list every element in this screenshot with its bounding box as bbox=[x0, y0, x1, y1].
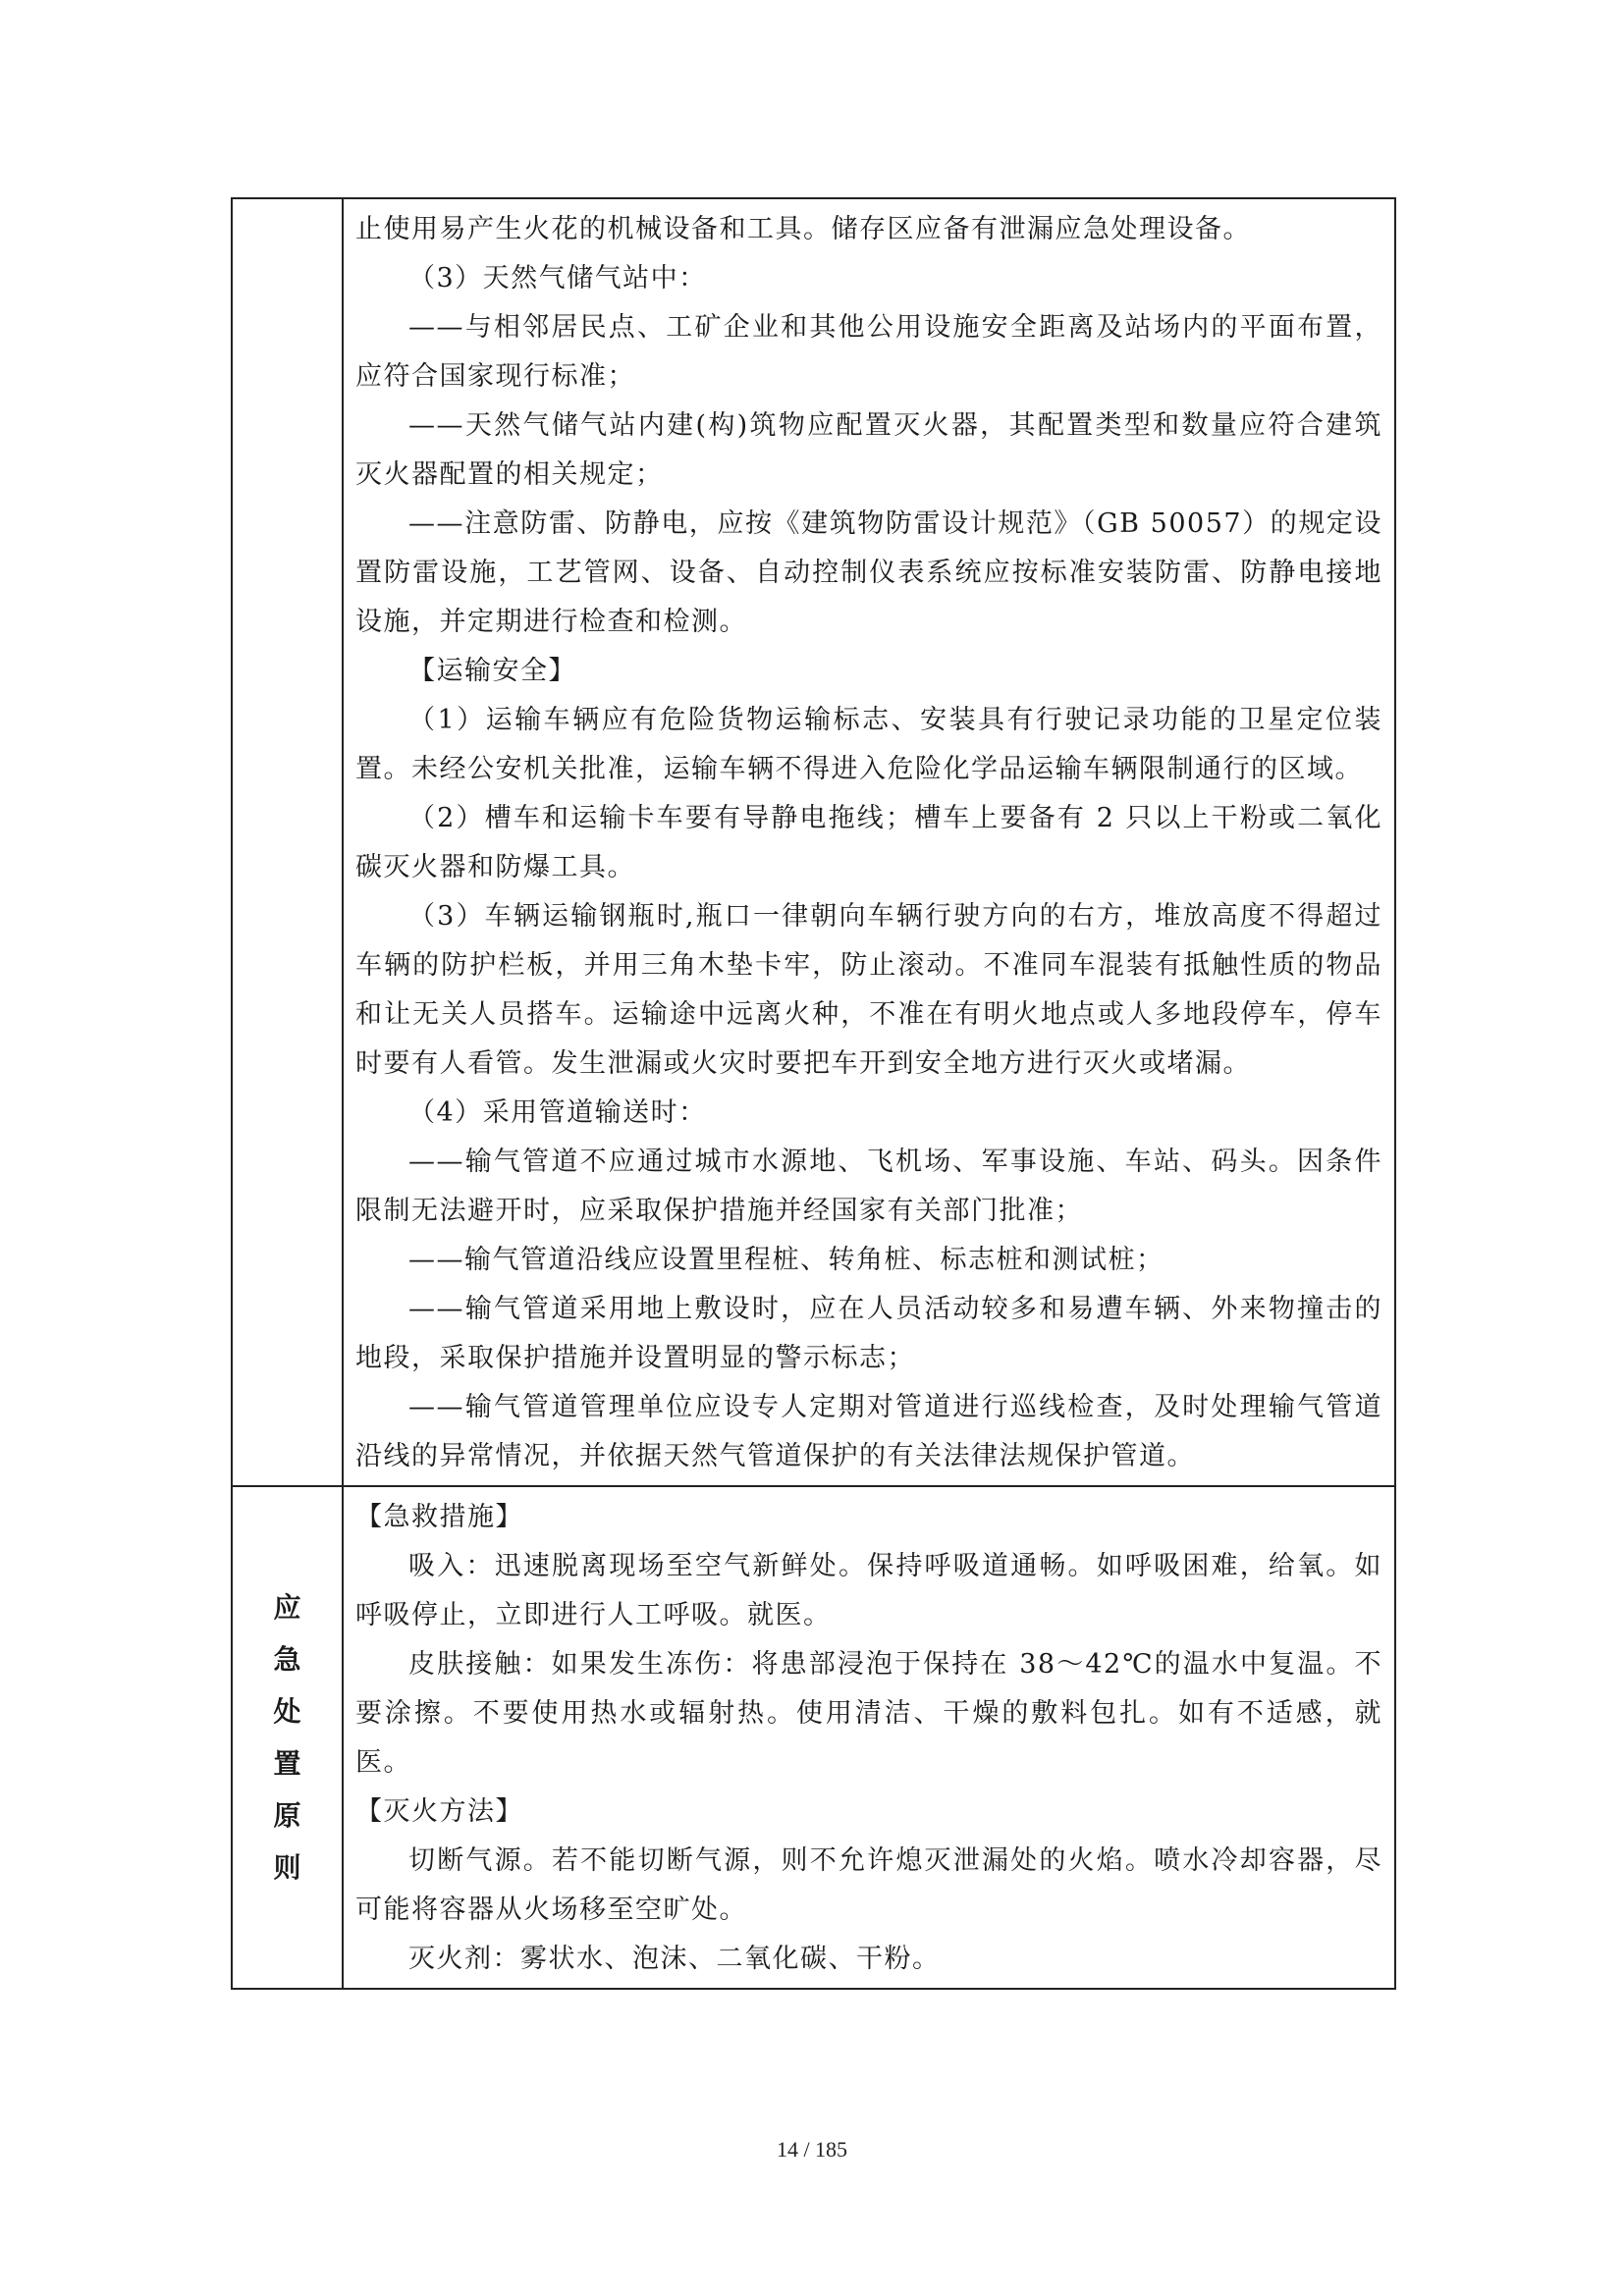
table-row-emergency bbox=[232, 1486, 1395, 1989]
emergency-handling-text bbox=[344, 1487, 1394, 1988]
paragraph: （4）采用管道输送时： bbox=[408, 1097, 707, 1128]
emergency-label-cell bbox=[232, 1486, 343, 1989]
label-character: 置 bbox=[273, 1747, 301, 1780]
transport-content-cell bbox=[343, 198, 1395, 1486]
paragraph: ——天然气储气站内建(构)筑物应配置灭火器，其配置类型和数量应符合建筑灭火器配置的相关规定； bbox=[355, 410, 1382, 490]
paragraph: ——输气管道沿线应设置里程桩、转角桩、标志桩和测试桩； bbox=[408, 1245, 1164, 1275]
paragraph: 止使用易产生火花的机械设备和工具。储存区应备有泄漏应急处理设备。 bbox=[355, 214, 1251, 244]
emergency-content-cell bbox=[343, 1486, 1395, 1989]
paragraph: （3）车辆运输钢瓶时,瓶口一律朝向车辆行驶方向的右方，堆放高度不得超过车辆的防护栏板，并用三角木垫卡牢，防止滚动。不准同车混装有抵触性质的物品和让无关人员搭车。运输途中远离火种，不准在有明火地点或人多地段停车，停车时要有人看管。发生泄漏或火灾时要把车开到安全地方进行灭火或堵漏。 bbox=[355, 901, 1382, 1079]
paragraph: ——注意防雷、防静电，应按《建筑物防雷设计规范》（GB 50057）的规定设置防雷设施，工艺管网、设备、自动控制仪表系统应按标准安装防雷、防静电接地设施，并定期进行检查和检测。 bbox=[355, 508, 1382, 637]
paragraph: （3）天然气储气站中： bbox=[408, 263, 707, 294]
paragraph: 【灭火方法】 bbox=[355, 1796, 523, 1827]
paragraph: ——输气管道采用地上敷设时，应在人员活动较多和易遭车辆、外来物撞击的地段，采取保护措施并设置明显的警示标志； bbox=[355, 1294, 1382, 1373]
table-row-transport bbox=[232, 198, 1395, 1486]
paragraph: 灭火剂：雾状水、泡沫、二氧化碳、干粉。 bbox=[408, 1944, 941, 1974]
paragraph: 【运输安全】 bbox=[408, 656, 576, 686]
paragraph: 【急救措施】 bbox=[355, 1502, 523, 1532]
paragraph: ——输气管道不应通过城市水源地、飞机场、军事设施、车站、码头。因条件限制无法避开时，应采取保护措施并经国家有关部门批准； bbox=[355, 1147, 1382, 1226]
paragraph: ——输气管道管理单位应设专人定期对管道进行巡线检查，及时处理输气管道沿线的异常情况，并依据天然气管道保护的有关法律法规保护管道。 bbox=[355, 1392, 1382, 1471]
document-table bbox=[231, 197, 1396, 1990]
emergency-principle-label bbox=[273, 1581, 302, 1894]
paragraph: 吸入：迅速脱离现场至空气新鲜处。保持呼吸道通畅。如呼吸困难，给氧。如呼吸停止，立即进行人工呼吸。就医。 bbox=[355, 1551, 1382, 1630]
paragraph: 皮肤接触：如果发生冻伤：将患部浸泡于保持在 38～42℃的温水中复温。不要涂擦。不要使用热水或辐射热。使用清洁、干燥的敷料包扎。如有不适感，就医。 bbox=[355, 1649, 1382, 1778]
label-character: 原 bbox=[273, 1799, 301, 1832]
page-number: 14 / 185 bbox=[776, 2137, 848, 2162]
row-label-cell-empty bbox=[232, 198, 343, 1486]
label-character: 则 bbox=[273, 1851, 301, 1884]
label-character: 处 bbox=[273, 1695, 301, 1728]
paragraph: ——与相邻居民点、工矿企业和其他公用设施安全距离及站场内的平面布置，应符合国家现行标准； bbox=[355, 312, 1382, 392]
paragraph: （1）运输车辆应有危险货物运输标志、安装具有行驶记录功能的卫星定位装置。未经公安机关批准，运输车辆不得进入危险化学品运输车辆限制通行的区域。 bbox=[355, 705, 1382, 784]
paragraph: 切断气源。若不能切断气源，则不允许熄灭泄漏处的火焰。喷水冷却容器，尽可能将容器从火场移至空旷处。 bbox=[355, 1845, 1382, 1925]
label-character: 急 bbox=[273, 1643, 301, 1676]
label-character: 应 bbox=[273, 1591, 301, 1624]
transport-safety-text bbox=[344, 199, 1394, 1485]
paragraph: （2）槽车和运输卡车要有导静电拖线；槽车上要备有 2 只以上干粉或二氧化碳灭火器和防爆工具。 bbox=[355, 803, 1382, 882]
